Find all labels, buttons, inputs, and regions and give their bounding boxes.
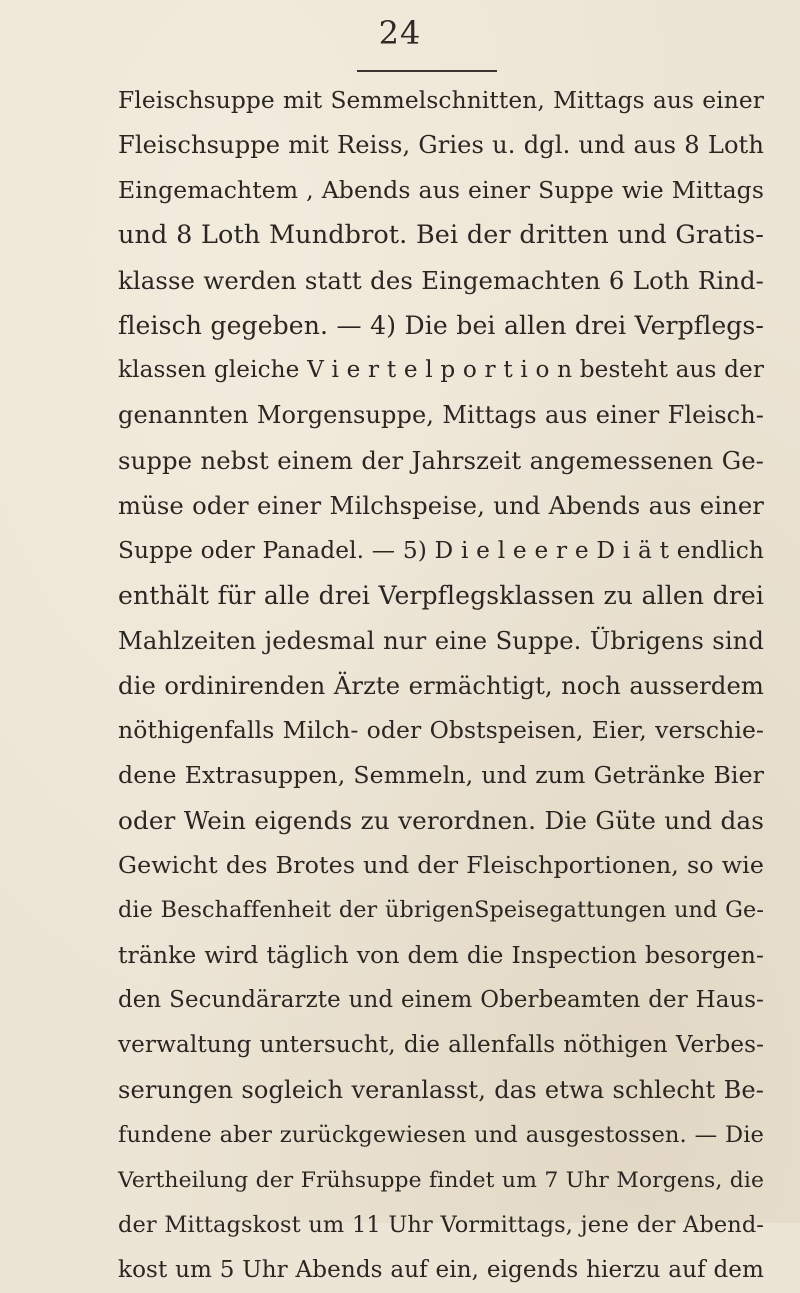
- text-line: klassen gleiche V i e r t e l p o r t i o n besteht aus der: [118, 357, 764, 383]
- text-line: Eingemachtem , Abends aus einer Suppe wie Mittags: [118, 176, 764, 204]
- text-line: serungen sogleich veranlasst, das etwa schlecht Be-: [118, 1076, 764, 1104]
- text-line: und 8 Loth Mundbrot. Bei der dritten und Gratis-: [118, 220, 764, 250]
- text-line: oder Wein eigends zu verordnen. Die Güte und das: [118, 806, 764, 835]
- text-line: Fleischsuppe mit Reiss, Gries u. dgl. und aus 8 Loth: [118, 131, 764, 159]
- page-number: 24: [378, 14, 422, 52]
- text-line: müse oder einer Milchspeise, und Abends aus einer: [118, 491, 764, 520]
- text-line: Suppe oder Panadel. — 5) D i e l e e r e D i ä t endlich: [118, 537, 764, 564]
- text-line: kost um 5 Uhr Abends auf ein, eigends hierzu auf dem: [118, 1257, 764, 1283]
- header-rule: [357, 70, 497, 72]
- text-line: fleisch gegeben. — 4) Die bei allen drei Verpflegs-: [118, 311, 764, 340]
- text-line: die ordinirenden Ärzte ermächtigt, noch ausserdem: [118, 671, 764, 700]
- text-line: Gewicht des Brotes und der Fleischportionen, so wie: [118, 851, 764, 879]
- text-line: fundene aber zurückgewiesen und ausgestossen. — Die: [118, 1122, 764, 1148]
- text-line: klasse werden statt des Eingemachten 6 Loth Rind-: [118, 266, 764, 295]
- body-text: [118, 78, 764, 1293]
- text-line: der Mittagskost um 11 Uhr Vormittags, jene der Abend-: [118, 1212, 764, 1238]
- text-line: die Beschaffenheit der übrigenSpeisegattungen und Ge-: [118, 897, 764, 923]
- text-line: Vertheilung der Frühsuppe findet um 7 Uhr Morgens, die: [118, 1168, 764, 1193]
- text-line: nöthigenfalls Milch- oder Obstspeisen, Eier, verschie-: [118, 716, 764, 744]
- text-line: verwaltung untersucht, die allenfalls nöthigen Verbes-: [118, 1032, 764, 1058]
- text-line: tränke wird täglich von dem die Inspection besorgen-: [118, 941, 764, 969]
- text-line: genannten Morgensuppe, Mittags aus einer Fleisch-: [118, 401, 764, 429]
- text-line: Mahlzeiten jedesmal nur eine Suppe. Übrigens sind: [118, 626, 764, 655]
- text-line: enthält für alle drei Verpflegsklassen zu allen drei: [118, 581, 764, 610]
- text-line: Fleischsuppe mit Semmelschnitten, Mittags aus einer: [118, 86, 764, 114]
- text-line: dene Extrasuppen, Semmeln, und zum Getränke Bier: [118, 761, 764, 789]
- text-line: den Secundärarzte und einem Oberbeamten der Haus-: [118, 987, 764, 1013]
- text-line: suppe nebst einem der Jahrszeit angemessenen Ge-: [118, 446, 764, 475]
